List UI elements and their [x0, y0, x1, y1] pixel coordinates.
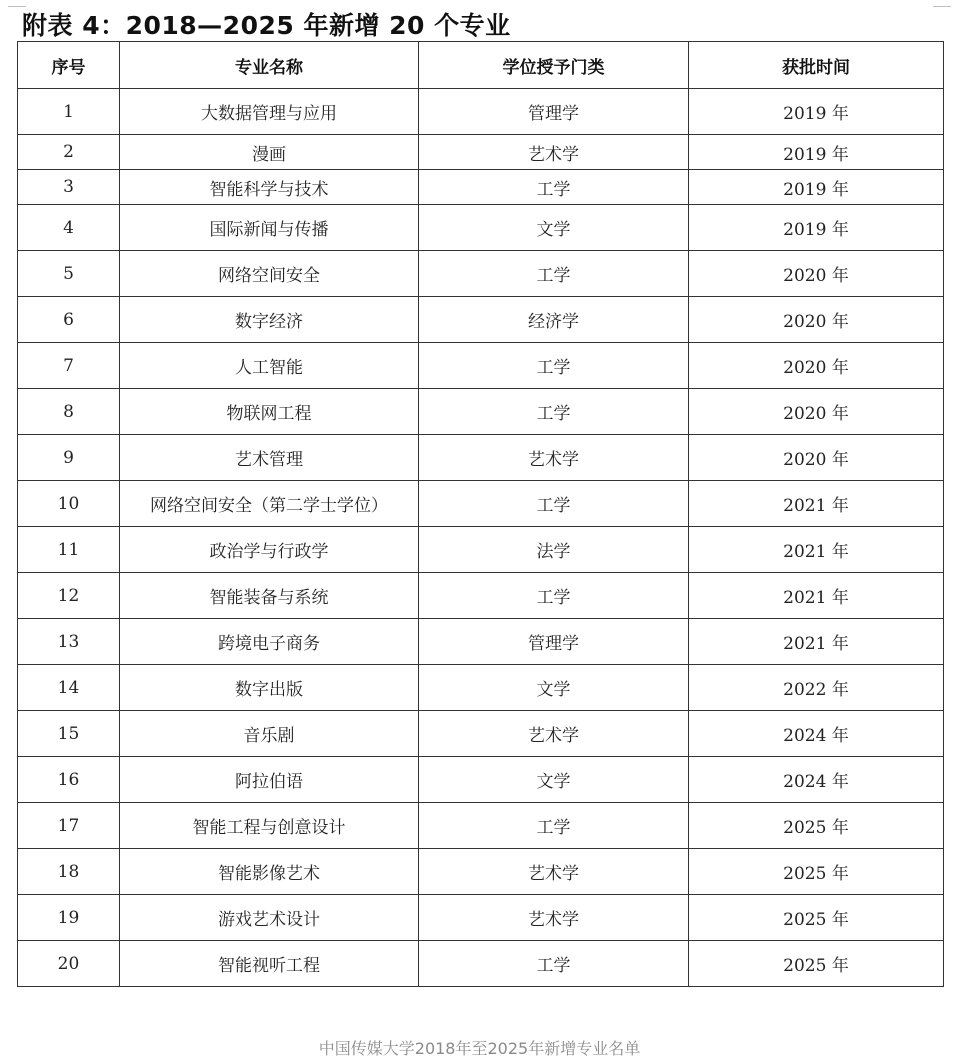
table-row: [18, 435, 944, 481]
cell-degree-category: 管理学: [419, 619, 689, 665]
cell-major-name: 智能视听工程: [120, 941, 419, 987]
cell-major-name: 网络空间安全: [120, 251, 419, 297]
cell-serial-number: 8: [18, 389, 120, 435]
table-row: [18, 170, 944, 205]
cell-degree-category: 工学: [419, 573, 689, 619]
cell-serial-number: 15: [18, 711, 120, 757]
cell-serial-number: 5: [18, 251, 120, 297]
table-row: [18, 251, 944, 297]
cell-major-name: 国际新闻与传播: [120, 205, 419, 251]
table-row: [18, 481, 944, 527]
cell-serial-number: 19: [18, 895, 120, 941]
table-row: [18, 895, 944, 941]
cell-major-name: 数字经济: [120, 297, 419, 343]
majors-table: [17, 41, 944, 987]
cell-approval-time: 2024 年: [689, 757, 944, 803]
table-row: [18, 803, 944, 849]
cell-approval-time: 2019 年: [689, 205, 944, 251]
cell-serial-number: 1: [18, 89, 120, 135]
table-row: [18, 573, 944, 619]
cell-major-name: 数字出版: [120, 665, 419, 711]
cell-serial-number: 4: [18, 205, 120, 251]
cell-serial-number: 10: [18, 481, 120, 527]
cell-serial-number: 3: [18, 170, 120, 205]
header-serial-number: 序号: [18, 42, 120, 89]
cell-major-name: 政治学与行政学: [120, 527, 419, 573]
cell-approval-time: 2025 年: [689, 941, 944, 987]
table-row: [18, 343, 944, 389]
cell-approval-time: 2024 年: [689, 711, 944, 757]
table-row: [18, 757, 944, 803]
table-row: [18, 941, 944, 987]
table-row: [18, 665, 944, 711]
table-row: [18, 389, 944, 435]
cell-approval-time: 2020 年: [689, 389, 944, 435]
cell-approval-time: 2019 年: [689, 170, 944, 205]
cell-serial-number: 6: [18, 297, 120, 343]
table-row: [18, 89, 944, 135]
cell-major-name: 人工智能: [120, 343, 419, 389]
majors-table-container: [17, 41, 943, 987]
cell-degree-category: 文学: [419, 665, 689, 711]
cell-approval-time: 2020 年: [689, 435, 944, 481]
document-title: 附表 4：2018—2025 年新增 20 个专业: [22, 11, 511, 40]
cell-major-name: 物联网工程: [120, 389, 419, 435]
cell-major-name: 游戏艺术设计: [120, 895, 419, 941]
cell-degree-category: 文学: [419, 757, 689, 803]
cell-serial-number: 11: [18, 527, 120, 573]
image-caption: 中国传媒大学2018年至2025年新增专业名单: [318, 1039, 641, 1058]
cell-serial-number: 18: [18, 849, 120, 895]
cell-serial-number: 17: [18, 803, 120, 849]
cell-approval-time: 2025 年: [689, 803, 944, 849]
cell-approval-time: 2021 年: [689, 619, 944, 665]
cell-approval-time: 2019 年: [689, 89, 944, 135]
cell-serial-number: 7: [18, 343, 120, 389]
cell-approval-time: 2019 年: [689, 135, 944, 170]
cell-major-name: 智能科学与技术: [120, 170, 419, 205]
cell-approval-time: 2025 年: [689, 849, 944, 895]
cell-degree-category: 工学: [419, 343, 689, 389]
cell-major-name: 大数据管理与应用: [120, 89, 419, 135]
cell-degree-category: 工学: [419, 170, 689, 205]
cell-degree-category: 工学: [419, 251, 689, 297]
cell-major-name: 智能装备与系统: [120, 573, 419, 619]
table-header-row: [18, 42, 944, 89]
header-major-name: 专业名称: [120, 42, 419, 89]
cell-degree-category: 管理学: [419, 89, 689, 135]
table-row: [18, 849, 944, 895]
cell-approval-time: 2021 年: [689, 573, 944, 619]
cell-major-name: 跨境电子商务: [120, 619, 419, 665]
cell-degree-category: 工学: [419, 389, 689, 435]
cell-degree-category: 艺术学: [419, 435, 689, 481]
cell-degree-category: 艺术学: [419, 849, 689, 895]
cell-serial-number: 16: [18, 757, 120, 803]
cell-serial-number: 20: [18, 941, 120, 987]
cell-degree-category: 艺术学: [419, 895, 689, 941]
cell-major-name: 智能工程与创意设计: [120, 803, 419, 849]
cell-degree-category: 文学: [419, 205, 689, 251]
cell-approval-time: 2020 年: [689, 251, 944, 297]
cell-major-name: 艺术管理: [120, 435, 419, 481]
cell-approval-time: 2021 年: [689, 527, 944, 573]
cell-serial-number: 14: [18, 665, 120, 711]
cell-approval-time: 2020 年: [689, 343, 944, 389]
cell-approval-time: 2020 年: [689, 297, 944, 343]
cell-approval-time: 2022 年: [689, 665, 944, 711]
header-degree-category: 学位授予门类: [419, 42, 689, 89]
corner-mark-right: [933, 6, 951, 7]
header-approval-time: 获批时间: [689, 42, 944, 89]
table-row: [18, 205, 944, 251]
cell-degree-category: 法学: [419, 527, 689, 573]
cell-degree-category: 经济学: [419, 297, 689, 343]
cell-serial-number: 13: [18, 619, 120, 665]
cell-major-name: 网络空间安全（第二学士学位）: [120, 481, 419, 527]
table-body: [18, 89, 944, 987]
cell-major-name: 漫画: [120, 135, 419, 170]
cell-degree-category: 艺术学: [419, 711, 689, 757]
table-row: [18, 619, 944, 665]
cell-major-name: 智能影像艺术: [120, 849, 419, 895]
cell-degree-category: 工学: [419, 803, 689, 849]
cell-major-name: 阿拉伯语: [120, 757, 419, 803]
cell-approval-time: 2021 年: [689, 481, 944, 527]
table-row: [18, 711, 944, 757]
cell-serial-number: 2: [18, 135, 120, 170]
cell-degree-category: 艺术学: [419, 135, 689, 170]
table-row: [18, 297, 944, 343]
cell-major-name: 音乐剧: [120, 711, 419, 757]
cell-degree-category: 工学: [419, 941, 689, 987]
table-row: [18, 135, 944, 170]
cell-serial-number: 9: [18, 435, 120, 481]
cell-degree-category: 工学: [419, 481, 689, 527]
cell-serial-number: 12: [18, 573, 120, 619]
cell-approval-time: 2025 年: [689, 895, 944, 941]
table-row: [18, 527, 944, 573]
